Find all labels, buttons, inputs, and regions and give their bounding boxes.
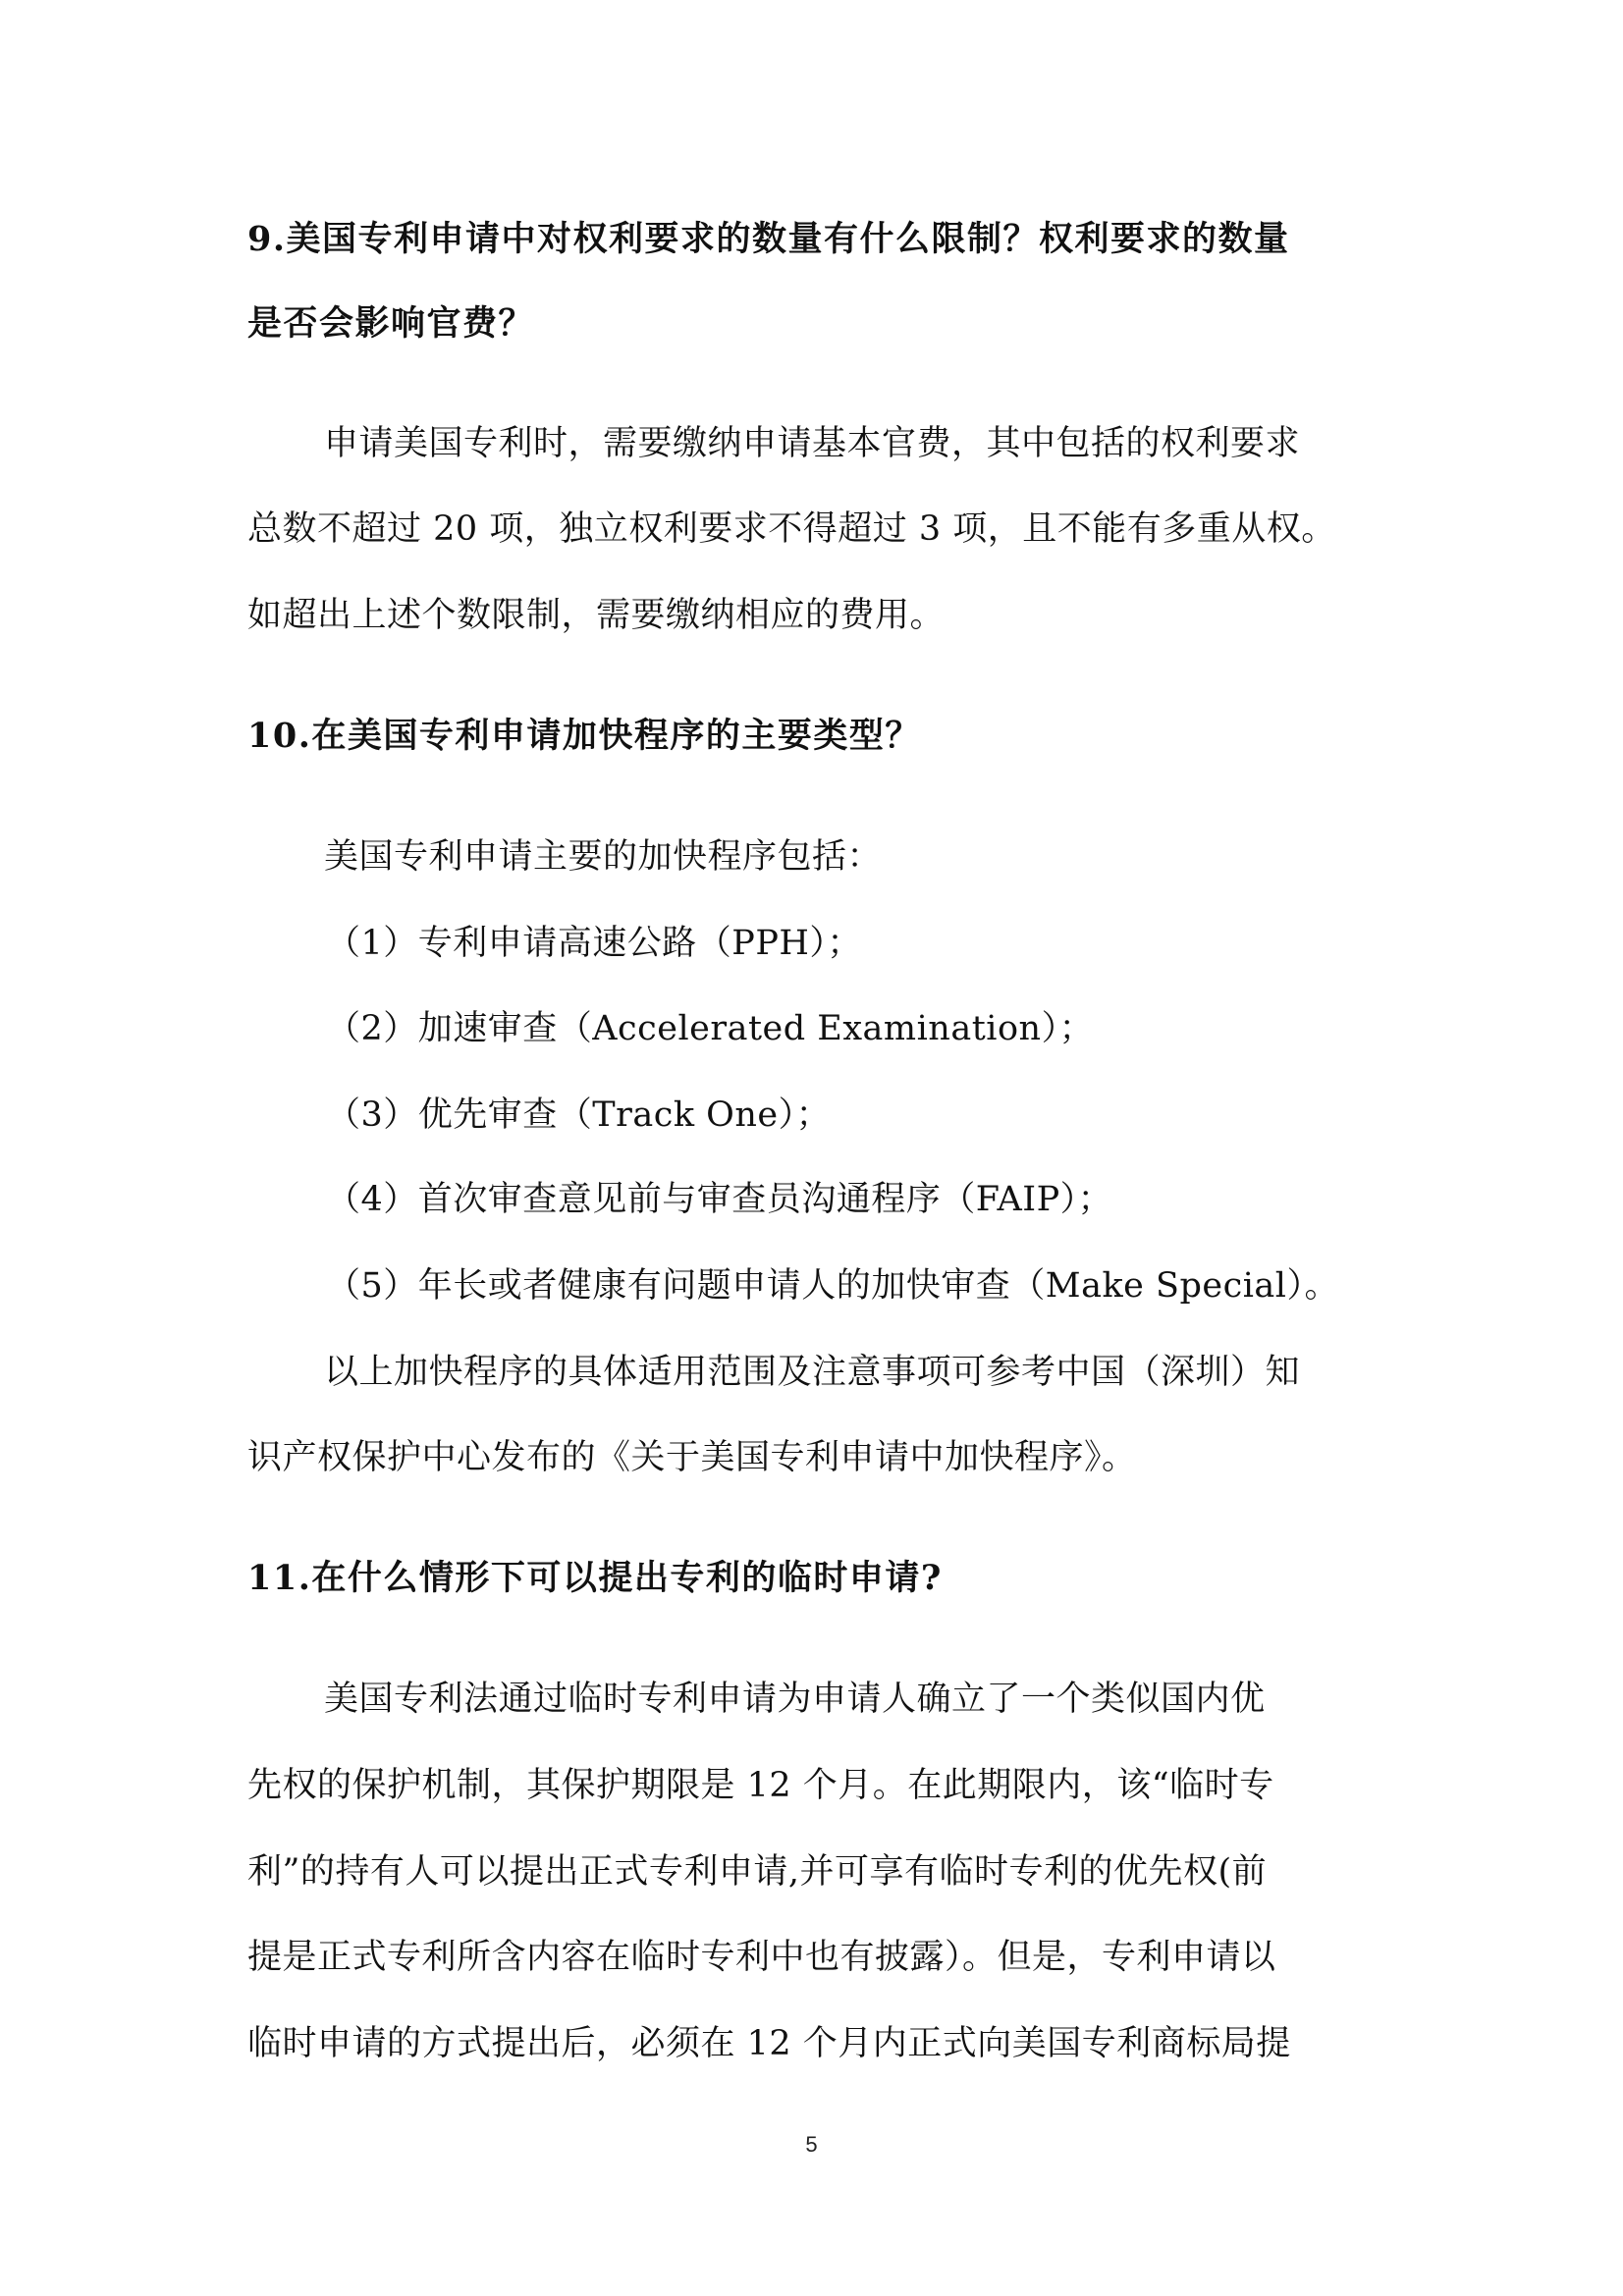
q9-heading-line2: 是否会影响官费？ [247, 303, 535, 344]
q10-heading: 10.在美国专利申请加快程序的主要类型？ [247, 716, 921, 756]
q11-paragraph-line5: 临时申请的方式提出后，必须在 12 个月内正式向美国专利商标局提 [247, 2024, 1291, 2063]
q11-paragraph-line1: 美国专利法通过临时专利申请为申请人确立了一个类似国内优 [324, 1680, 1266, 1719]
q9-heading-line1: 9.美国专利申请中对权利要求的数量有什么限制？权利要求的数量 [247, 219, 1290, 259]
q10-list-item-2: （2）加速审查（Accelerated Examination）； [326, 1009, 1095, 1048]
q10-list-item-1: （1）专利申请高速公路（PPH）； [326, 924, 862, 963]
q9-paragraph-line1: 申请美国专利时，需要缴纳申请基本官费，其中包括的权利要求 [324, 424, 1301, 463]
q11-paragraph-line3: 利”的持有人可以提出正式专利申请,并可享有临时专利的优先权(前 [247, 1852, 1268, 1892]
q10-intro: 美国专利申请主要的加快程序包括： [324, 837, 883, 877]
q10-list-item-5: （5）年长或者健康有问题申请人的加快审查（Make Special）。 [326, 1266, 1339, 1306]
q11-paragraph-line2: 先权的保护机制，其保护期限是 12 个月。在此期限内，该“临时专 [247, 1766, 1274, 1805]
q10-list-item-3: （3）优先审查（Track One）； [326, 1095, 832, 1135]
q9-paragraph-line3: 如超出上述个数限制，需要缴纳相应的费用。 [247, 596, 946, 635]
q10-list-item-4: （4）首次审查意见前与审查员沟通程序（FAIP）； [326, 1180, 1113, 1219]
q11-paragraph-line4: 提是正式专利所含内容在临时专利中也有披露）。但是，专利申请以 [247, 1938, 1276, 1977]
q10-note-line2: 识产权保护中心发布的《关于美国专利申请中加快程序》。 [247, 1438, 1137, 1477]
q11-heading: 11.在什么情形下可以提出专利的临时申请? [247, 1558, 943, 1598]
page-number: 5 [805, 2132, 818, 2157]
q10-note-line1: 以上加快程序的具体适用范围及注意事项可参考中国（深圳）知 [324, 1353, 1301, 1392]
q9-paragraph-line2: 总数不超过 20 项，独立权利要求不得超过 3 项，且不能有多重从权。 [247, 509, 1336, 549]
